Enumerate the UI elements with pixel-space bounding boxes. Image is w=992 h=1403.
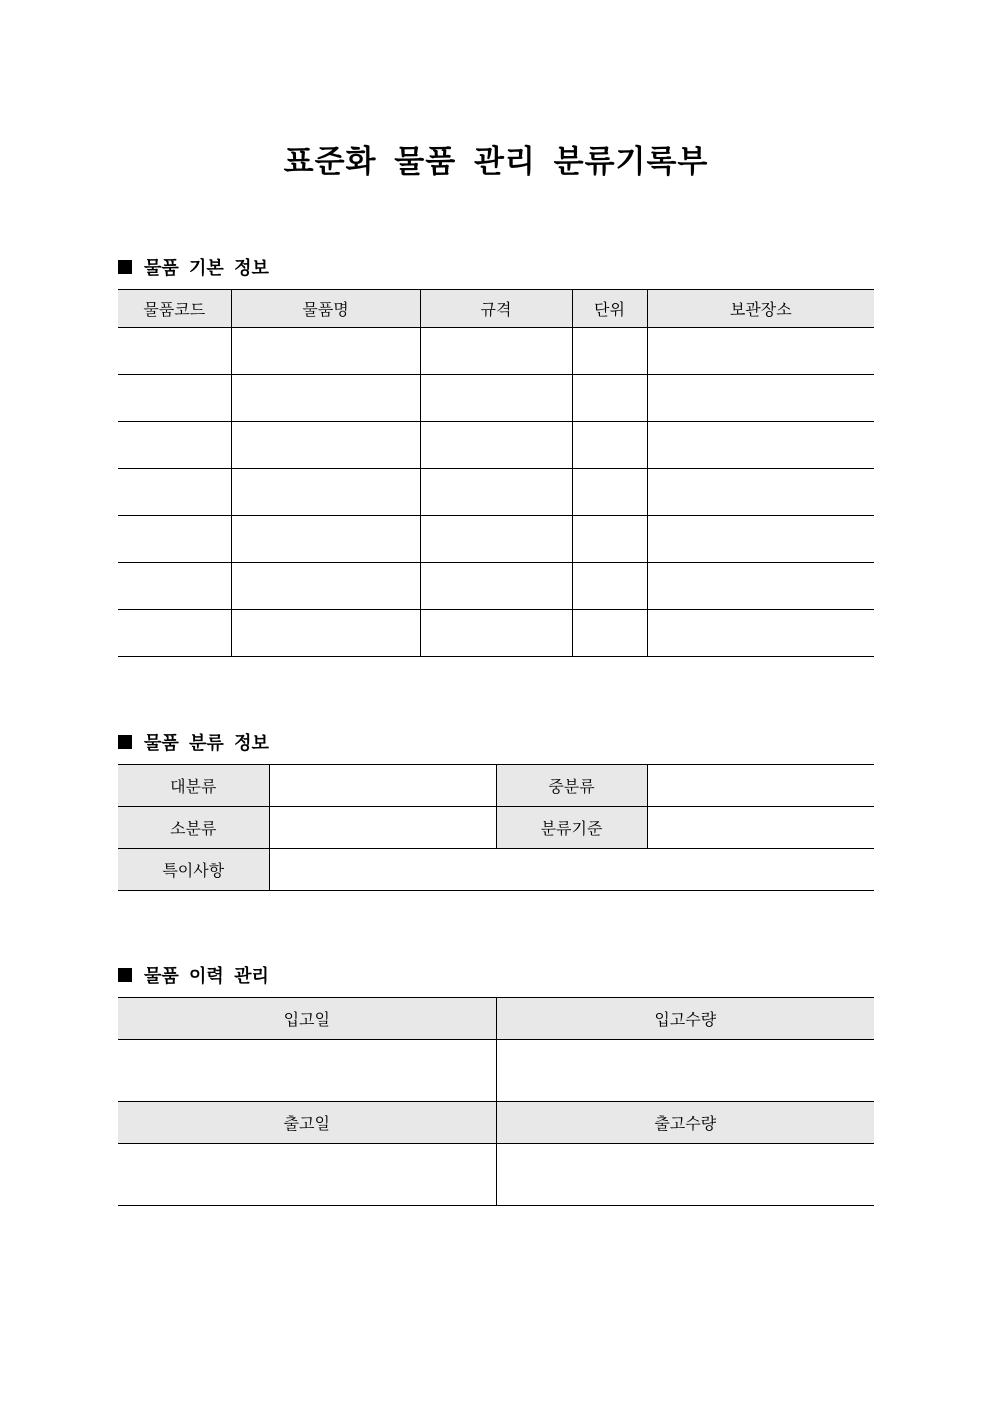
storage-cell[interactable] (647, 516, 874, 563)
column-header-item-code: 물품코드 (118, 290, 231, 328)
item-code-cell[interactable] (118, 328, 231, 375)
spec-cell[interactable] (420, 563, 572, 610)
section-heading-classification (118, 729, 269, 755)
table-row (118, 610, 874, 657)
square-bullet-icon (118, 260, 132, 274)
table-header-row (118, 1102, 874, 1144)
item-name-cell[interactable] (231, 422, 420, 469)
section-heading-label: 물품 기본 정보 (144, 258, 269, 279)
unit-cell[interactable] (572, 563, 647, 610)
remarks-label: 특이사항 (118, 849, 269, 891)
table-row (118, 516, 874, 563)
basic-info-table (118, 289, 874, 657)
item-code-cell[interactable] (118, 610, 231, 657)
spec-cell[interactable] (420, 422, 572, 469)
item-code-cell[interactable] (118, 516, 231, 563)
unit-cell[interactable] (572, 469, 647, 516)
minor-category-field[interactable] (269, 807, 496, 849)
classification-criteria-field[interactable] (647, 807, 874, 849)
item-name-cell[interactable] (231, 328, 420, 375)
item-code-cell[interactable] (118, 375, 231, 422)
storage-cell[interactable] (647, 328, 874, 375)
out-quantity-field[interactable] (496, 1144, 874, 1206)
in-quantity-field[interactable] (496, 1040, 874, 1102)
storage-cell[interactable] (647, 422, 874, 469)
spec-cell[interactable] (420, 516, 572, 563)
table-row (118, 849, 874, 891)
in-date-header: 입고일 (118, 998, 496, 1040)
spec-cell[interactable] (420, 610, 572, 657)
section-heading-label: 물품 분류 정보 (144, 733, 269, 754)
table-row (118, 563, 874, 610)
table-row (118, 469, 874, 516)
storage-cell[interactable] (647, 563, 874, 610)
section-heading-label: 물품 이력 관리 (144, 966, 269, 987)
square-bullet-icon (118, 968, 132, 982)
item-name-cell[interactable] (231, 516, 420, 563)
out-quantity-header: 출고수량 (496, 1102, 874, 1144)
major-category-field[interactable] (269, 765, 496, 807)
table-row (118, 422, 874, 469)
in-date-field[interactable] (118, 1040, 496, 1102)
section-heading-basic-info (118, 254, 269, 280)
unit-cell[interactable] (572, 516, 647, 563)
unit-cell[interactable] (572, 422, 647, 469)
item-name-cell[interactable] (231, 469, 420, 516)
column-header-spec: 규격 (420, 290, 572, 328)
remarks-field[interactable] (269, 849, 874, 891)
table-row (118, 375, 874, 422)
column-header-storage: 보관장소 (647, 290, 874, 328)
table-header-row (118, 290, 874, 328)
storage-cell[interactable] (647, 469, 874, 516)
storage-cell[interactable] (647, 375, 874, 422)
middle-category-label: 중분류 (496, 765, 647, 807)
table-row (118, 807, 874, 849)
spec-cell[interactable] (420, 328, 572, 375)
table-row (118, 1144, 874, 1206)
middle-category-field[interactable] (647, 765, 874, 807)
out-date-field[interactable] (118, 1144, 496, 1206)
table-row (118, 328, 874, 375)
item-name-cell[interactable] (231, 563, 420, 610)
spec-cell[interactable] (420, 375, 572, 422)
item-name-cell[interactable] (231, 375, 420, 422)
major-category-label: 대분류 (118, 765, 269, 807)
history-table (118, 997, 874, 1206)
item-code-cell[interactable] (118, 563, 231, 610)
classification-criteria-label: 분류기준 (496, 807, 647, 849)
unit-cell[interactable] (572, 610, 647, 657)
unit-cell[interactable] (572, 328, 647, 375)
storage-cell[interactable] (647, 610, 874, 657)
column-header-unit: 단위 (572, 290, 647, 328)
square-bullet-icon (118, 735, 132, 749)
table-header-row (118, 998, 874, 1040)
table-row (118, 765, 874, 807)
item-code-cell[interactable] (118, 469, 231, 516)
out-date-header: 출고일 (118, 1102, 496, 1144)
classification-table (118, 764, 874, 891)
table-row (118, 1040, 874, 1102)
minor-category-label: 소분류 (118, 807, 269, 849)
item-name-cell[interactable] (231, 610, 420, 657)
document-title: 표준화 물품 관리 분류기록부 (283, 144, 709, 180)
item-code-cell[interactable] (118, 422, 231, 469)
section-heading-history (118, 962, 269, 988)
spec-cell[interactable] (420, 469, 572, 516)
column-header-item-name: 물품명 (231, 290, 420, 328)
unit-cell[interactable] (572, 375, 647, 422)
in-quantity-header: 입고수량 (496, 998, 874, 1040)
